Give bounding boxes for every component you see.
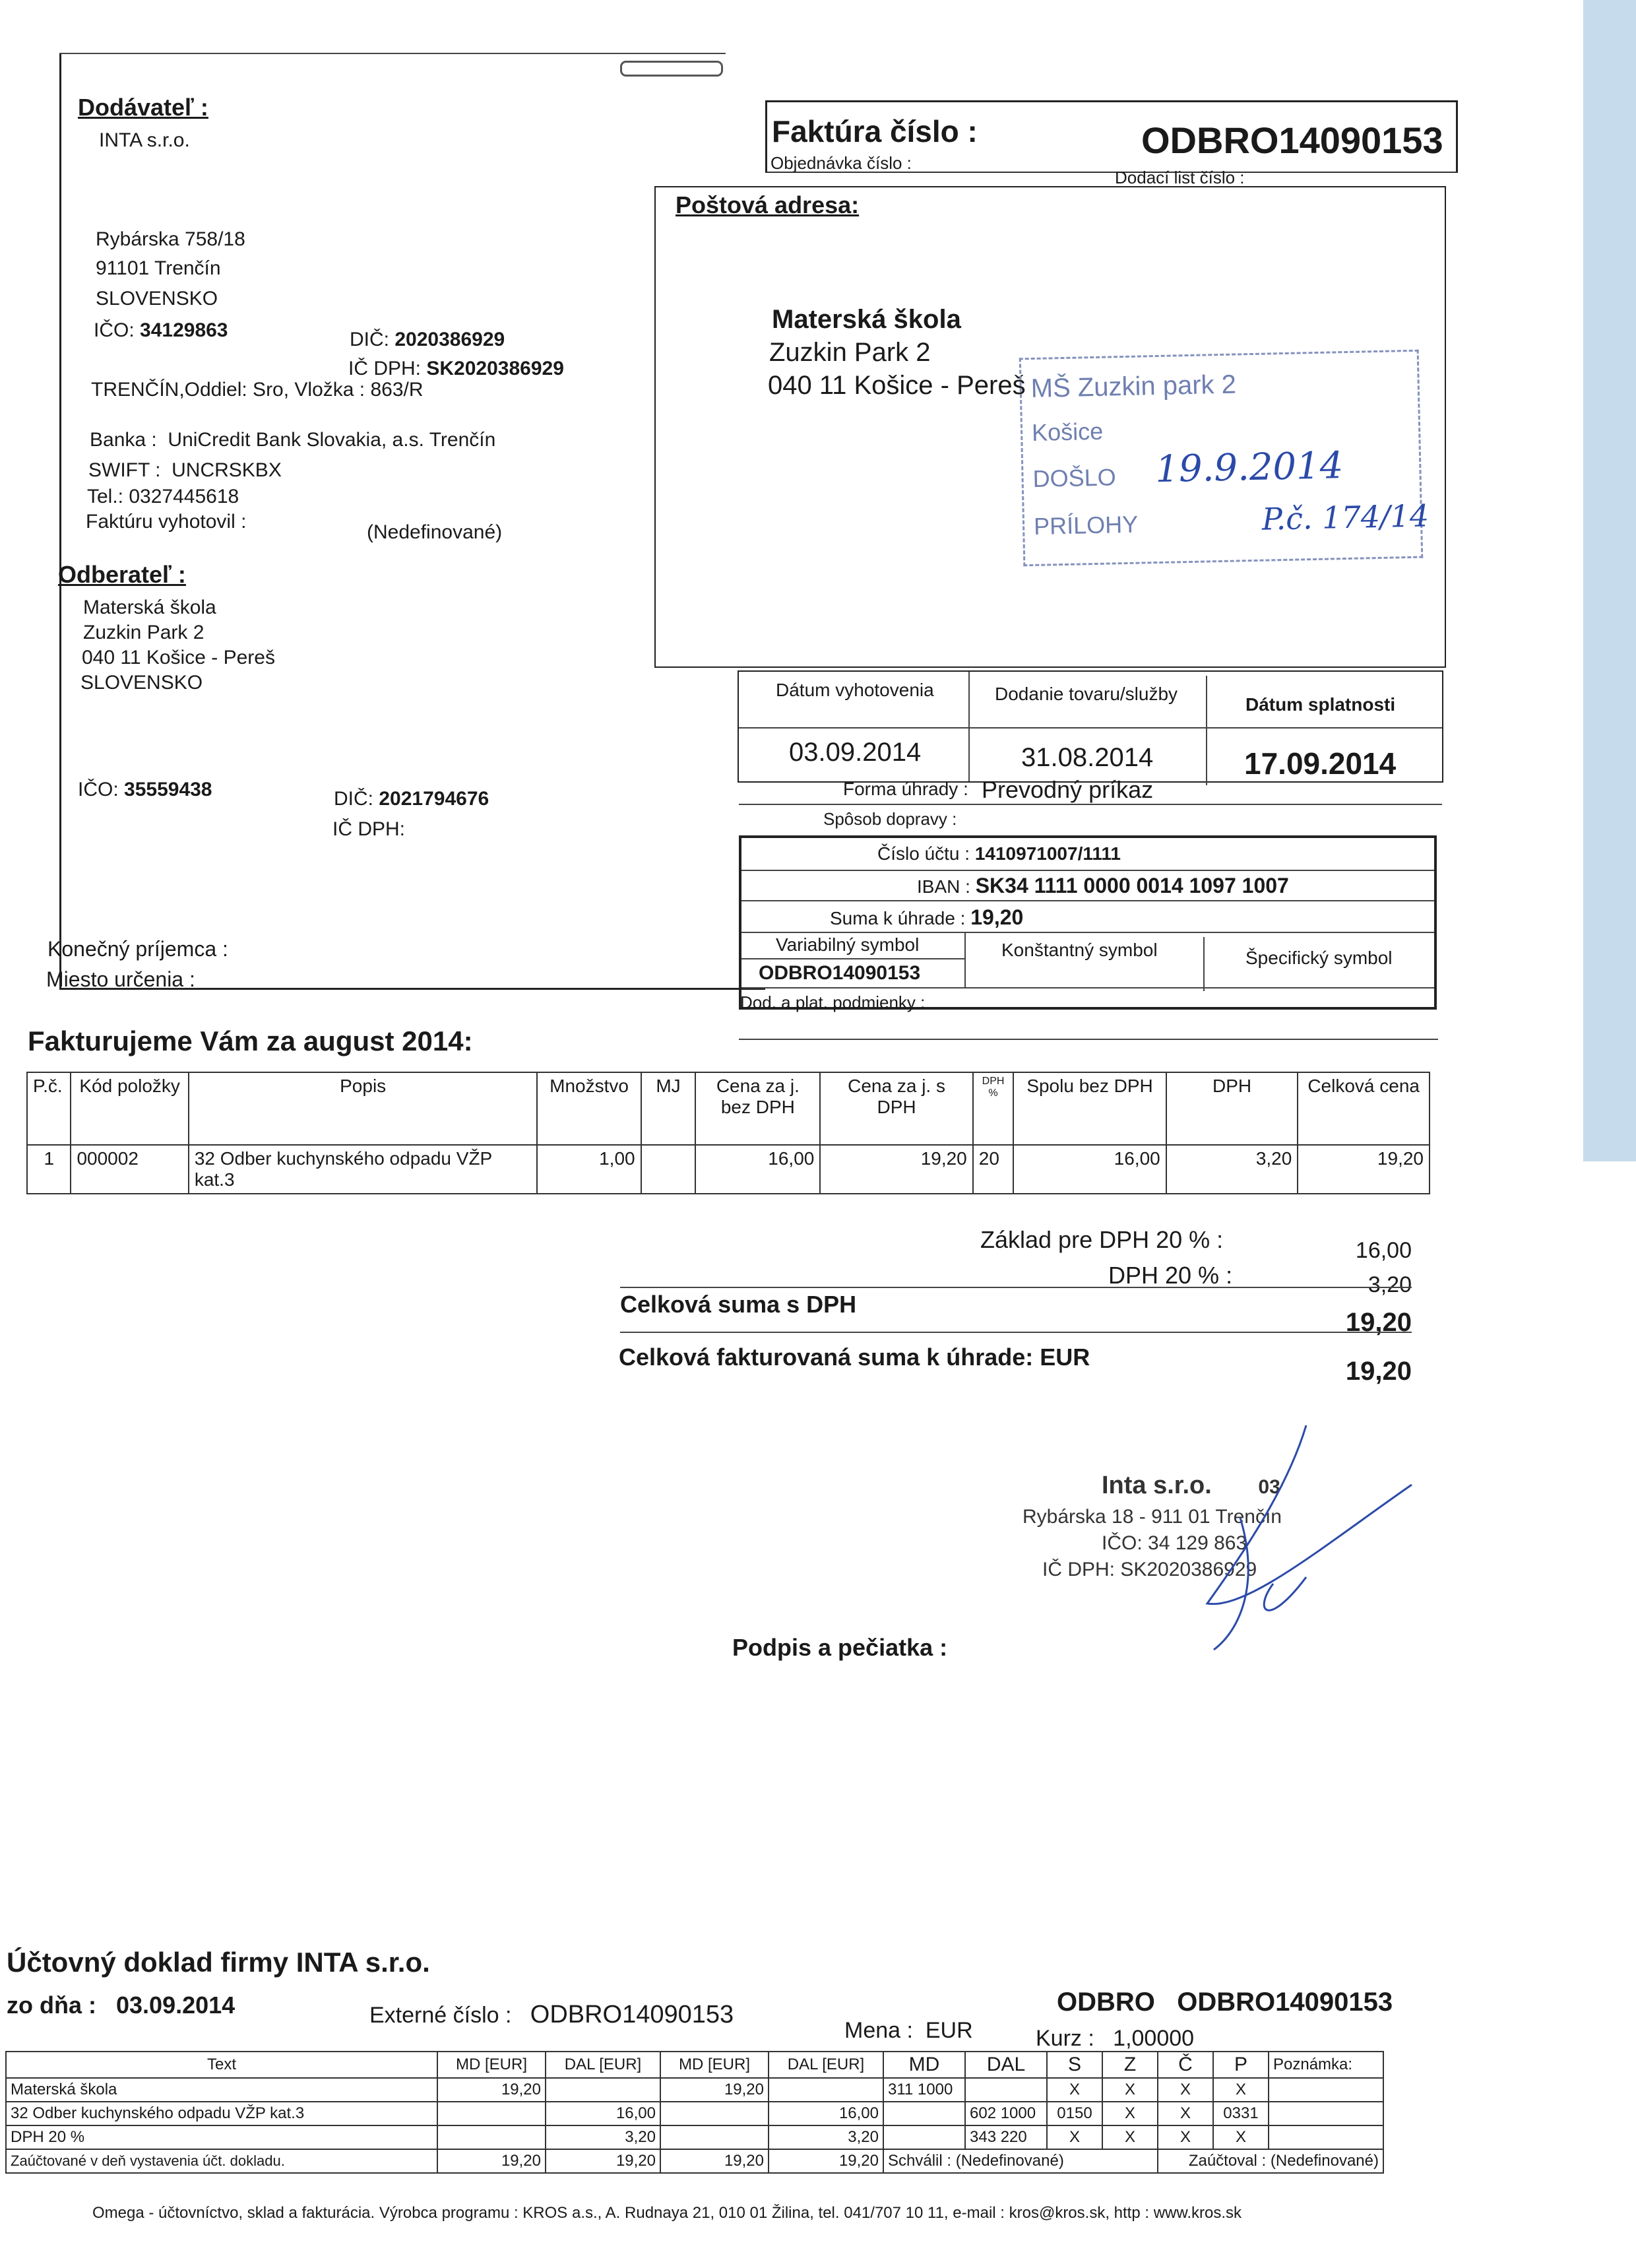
- customer-ico-value: 35559438: [124, 779, 212, 800]
- acct-footer-sum: 19,20: [660, 2149, 769, 2173]
- exchange-rate-value: 1,00000: [1113, 2026, 1195, 2051]
- supplier-tel-value: 0327445618: [129, 486, 239, 507]
- supplier-ico: [94, 319, 228, 342]
- col-header-index: P.č.: [27, 1072, 71, 1145]
- account-value: 1410971007/1111: [974, 843, 1121, 864]
- supplier-bank-value: UniCredit Bank Slovakia, a.s. Trenčín: [168, 429, 496, 451]
- dates-divider-h: [739, 727, 1442, 729]
- supplier-icdph: [348, 358, 564, 380]
- terms-line: [739, 1039, 1438, 1040]
- seal-line-1-suffix: 03: [1258, 1476, 1280, 1498]
- amount-due-value: 19,20: [970, 905, 1024, 929]
- accounting-number-value: ODBRO14090153: [1177, 1988, 1393, 2017]
- acct-cell: 0150: [1047, 2102, 1102, 2125]
- acct-cell: DPH 20 %: [6, 2125, 437, 2149]
- acct-header-dal2: DAL [EUR]: [769, 2052, 883, 2078]
- stamp-line-3-label: DOŠLO: [1032, 463, 1117, 492]
- issue-date: 03.09.2014: [789, 738, 922, 767]
- supplier-country: SLOVENSKO: [96, 288, 218, 309]
- invoice-title-label: Faktúra číslo :: [772, 114, 978, 148]
- customer-ico: [78, 779, 212, 801]
- destination-label: Miesto určenia :: [46, 967, 195, 991]
- currency: [844, 2018, 973, 2044]
- postal-street: Zuzkin Park 2: [769, 338, 931, 367]
- acct-cell: 3,20: [769, 2125, 883, 2149]
- billing-intro: Fakturujeme Vám za august 2014:: [28, 1025, 473, 1056]
- acct-header-s: S: [1047, 2052, 1102, 2078]
- acct-header-note: Poznámka:: [1269, 2052, 1383, 2078]
- cell-unit-price-net: 16,00: [695, 1145, 820, 1194]
- col-header-description: Popis: [189, 1072, 538, 1145]
- supplier-dic-label: DIČ:: [350, 329, 389, 350]
- supplier-street: Rybárska 758/18: [96, 228, 245, 250]
- acct-cell: [883, 2125, 965, 2149]
- acct-cell: [660, 2102, 769, 2125]
- items-table: [26, 1072, 1430, 1194]
- acct-cell: X: [1158, 2125, 1213, 2149]
- acct-cell: [660, 2125, 769, 2149]
- acct-header-dal-account: DAL: [965, 2052, 1047, 2078]
- acct-posted: [1158, 2149, 1383, 2173]
- dates-divider-2: [1206, 676, 1207, 785]
- grand-total-label: Celková suma s DPH: [620, 1291, 857, 1318]
- supplier-heading: Dodávateľ :: [78, 94, 208, 121]
- payment-form: Prevodný príkaz: [982, 776, 1154, 803]
- col-header-vat: DPH: [1166, 1072, 1298, 1145]
- signature-label: Podpis a pečiatka :: [732, 1634, 948, 1661]
- acct-footer-text: Zaúčtované v deň vystavenia účt. dokladu.: [6, 2149, 437, 2173]
- external-number-value: ODBRO14090153: [530, 2001, 734, 2028]
- payment-line-5: [741, 987, 1434, 988]
- acct-footer-sum: 19,20: [769, 2149, 883, 2173]
- seal-line-3: IČO: 34 129 863: [1102, 1532, 1247, 1554]
- customer-dic-label: DIČ:: [334, 788, 373, 810]
- acct-cell: [965, 2078, 1047, 2102]
- due-date: 17.09.2014: [1244, 746, 1397, 781]
- supplier-ico-value: 34129863: [140, 319, 228, 341]
- items-header-row: [27, 1072, 1430, 1145]
- acct-cell: X: [1213, 2078, 1269, 2102]
- payment-line-1: [741, 870, 1434, 871]
- acct-cell: X: [1047, 2078, 1102, 2102]
- postal-heading: Poštová adresa:: [676, 191, 860, 218]
- top-border: [59, 53, 726, 54]
- table-row: [6, 2078, 1383, 2102]
- customer-dic: [334, 788, 489, 810]
- symbols-divider-2: [1203, 937, 1205, 991]
- seal-line-2: Rybárska 18 - 911 01 Trenčín: [1022, 1506, 1282, 1528]
- cell-unit-price-gross: 19,20: [820, 1145, 972, 1194]
- approved-label: Schválil :: [888, 2152, 952, 2170]
- acct-cell: 3,20: [546, 2125, 660, 2149]
- vat-value: 3,20: [1368, 1272, 1412, 1297]
- delivery-date: 31.08.2014: [1021, 743, 1154, 772]
- supplier-bank-label: Banka :: [90, 429, 157, 451]
- postal-name: Materská škola: [772, 305, 961, 334]
- stamp-line-4-handwritten: P.č. 174/14: [1261, 498, 1430, 537]
- table-row: [6, 2125, 1383, 2149]
- symbols-divider-1: [964, 933, 966, 987]
- acct-cell: 19,20: [437, 2078, 546, 2102]
- cell-vat: 3,20: [1166, 1145, 1298, 1194]
- acct-cell: 0331: [1213, 2102, 1269, 2125]
- acct-cell: [437, 2125, 546, 2149]
- posted-value: (Nedefinované): [1270, 2152, 1379, 2170]
- payment-line-2: [741, 900, 1434, 901]
- seal-line-4: IČ DPH: SK2020386929: [1042, 1559, 1257, 1580]
- iban-label: IBAN :: [917, 876, 970, 897]
- customer-dic-value: 2021794676: [379, 788, 489, 810]
- external-number-label: Externé číslo :: [369, 2003, 512, 2028]
- vat-base-label: Základ pre DPH 20 % :: [980, 1226, 1224, 1253]
- acct-cell: [883, 2102, 965, 2125]
- acct-cell: 343 220: [965, 2125, 1047, 2149]
- customer-city: 040 11 Košice - Pereš: [82, 647, 275, 668]
- col-header-unit: MJ: [641, 1072, 696, 1145]
- acct-cell: X: [1102, 2102, 1158, 2125]
- col-header-unit-price-gross: Cena za j. s DPH: [820, 1072, 972, 1145]
- acct-header-text: Text: [6, 2052, 437, 2078]
- supplier-register: TRENČÍN,Oddiel: Sro, Vložka : 863/R: [91, 379, 424, 401]
- customer-country: SLOVENSKO: [80, 672, 203, 694]
- payment-line-4: [741, 958, 966, 959]
- table-row: [27, 1145, 1430, 1194]
- acct-cell: [1269, 2125, 1383, 2149]
- acct-footer-sum: 19,20: [546, 2149, 660, 2173]
- supplier-tel-label: Tel.:: [87, 486, 124, 507]
- transport-label: Spôsob dopravy :: [823, 809, 957, 829]
- acct-header-p: P: [1213, 2052, 1269, 2078]
- external-number: [369, 2001, 734, 2029]
- specific-symbol-label: Špecifický symbol: [1245, 948, 1393, 968]
- underlying-sheet-edge: [1583, 0, 1636, 1161]
- account-label: Číslo účtu :: [877, 843, 970, 864]
- supplier-bank: [90, 429, 495, 451]
- order-number-label: Objednávka číslo :: [771, 153, 912, 173]
- software-footer: Omega - účtovníctvo, sklad a fakturácia. Výrobca programu : KROS a.s., A. Rudnaya 21, 010 01 Žilina, tel. 041/707 10 11, e-mail : kros@kros.sk, http : www.kros.sk: [92, 2204, 1242, 2222]
- final-recipient-label: Konečný príjemca :: [47, 937, 228, 961]
- variable-symbol-label: Variabilný symbol: [776, 934, 920, 955]
- amount-due-label: Suma k úhrade :: [830, 908, 966, 928]
- acct-cell: 16,00: [769, 2102, 883, 2125]
- acct-cell: X: [1158, 2102, 1213, 2125]
- supplier-swift-label: SWIFT :: [88, 459, 161, 481]
- acct-cell: [1269, 2078, 1383, 2102]
- accounting-title: Účtovný doklad firmy INTA s.r.o.: [7, 1947, 430, 1978]
- customer-name: Materská škola: [83, 597, 216, 618]
- acct-header-z: Z: [1102, 2052, 1158, 2078]
- amount-due: [830, 905, 1023, 930]
- supplier-tel: [87, 486, 239, 508]
- accounting-header-row: [6, 2052, 1383, 2078]
- col-header-quantity: Množstvo: [537, 1072, 641, 1145]
- accounting-date-label: zo dňa :: [7, 1992, 96, 2019]
- supplier-ico-label: IČO:: [94, 319, 135, 341]
- col-header-vat-rate: DPH %: [973, 1072, 1014, 1145]
- acct-cell: [769, 2078, 883, 2102]
- col-header-total-net: Spolu bez DPH: [1013, 1072, 1166, 1145]
- acct-cell: X: [1213, 2125, 1269, 2149]
- customer-ico-label: IČO:: [78, 779, 119, 800]
- cell-index: 1: [27, 1145, 71, 1194]
- acct-header-dal1: DAL [EUR]: [546, 2052, 660, 2078]
- supplier-issued-by-label: Faktúru vyhotovil :: [86, 511, 247, 533]
- vat-base-value: 16,00: [1355, 1238, 1412, 1263]
- supplier-swift-value: UNCRSKBX: [172, 459, 282, 481]
- amount-due-total-label: Celková fakturovaná suma k úhrade: EUR: [619, 1344, 1090, 1371]
- acct-cell: 32 Odber kuchynského odpadu VŽP kat.3: [6, 2102, 437, 2125]
- acct-header-md1: MD [EUR]: [437, 2052, 546, 2078]
- col-header-total: Celková cena: [1298, 1072, 1430, 1145]
- stamp-line-2: Košice: [1031, 417, 1104, 446]
- table-row: [6, 2102, 1383, 2125]
- vat-label: DPH 20 % :: [1108, 1262, 1233, 1289]
- cell-quantity: 1,00: [537, 1145, 641, 1194]
- due-date-label: Dátum splatnosti: [1245, 694, 1396, 715]
- currency-value: EUR: [925, 2018, 973, 2043]
- supplier-icdph-label: IČ DPH:: [348, 358, 422, 379]
- supplier-name: INTA s.r.o.: [99, 129, 190, 151]
- accounting-footer-row: [6, 2149, 1383, 2173]
- terms-label: Dod. a plat. podmienky :: [740, 992, 926, 1012]
- acct-cell: [1269, 2102, 1383, 2125]
- supplier-swift: [88, 459, 282, 482]
- payment-form-line: [739, 804, 1442, 805]
- customer-heading: Odberateľ :: [58, 561, 186, 588]
- col-header-code: Kód položky: [71, 1072, 188, 1145]
- acct-header-md2: MD [EUR]: [660, 2052, 769, 2078]
- accounting-date: [7, 1992, 235, 2019]
- grand-total-value: 19,20: [1345, 1308, 1412, 1337]
- acct-cell: Materská škola: [6, 2078, 437, 2102]
- approved-value: (Nedefinované): [955, 2152, 1064, 2170]
- acct-cell: X: [1047, 2125, 1102, 2149]
- supplier-dic: [350, 329, 505, 351]
- customer-icdph-label: IČ DPH:: [332, 818, 406, 840]
- amount-due-total-value: 19,20: [1345, 1357, 1412, 1386]
- cell-code: 000002: [71, 1145, 188, 1194]
- currency-label: Mena :: [844, 2018, 913, 2043]
- acct-cell: X: [1102, 2078, 1158, 2102]
- iban: [917, 874, 1289, 898]
- acct-cell: 602 1000: [965, 2102, 1047, 2125]
- supplier-city: 91101 Trenčín: [96, 257, 221, 279]
- cell-unit: [641, 1145, 696, 1194]
- seal-line-1-name: Inta s.r.o.: [1102, 1472, 1212, 1499]
- acct-cell: X: [1102, 2125, 1158, 2149]
- issue-date-label: Dátum vyhotovenia: [776, 680, 934, 700]
- posted-label: Zaúčtoval :: [1188, 2152, 1267, 2170]
- supplier-dic-value: 2020386929: [394, 329, 505, 350]
- dates-divider-1: [968, 672, 970, 781]
- accounting-number: [1057, 1988, 1393, 2017]
- acct-approved: [883, 2149, 1158, 2173]
- accounting-series: ODBRO: [1057, 1988, 1155, 2017]
- payment-line-3: [741, 932, 1434, 933]
- acct-cell: 19,20: [660, 2078, 769, 2102]
- account-number: [877, 843, 1121, 864]
- acct-cell: [546, 2078, 660, 2102]
- received-stamp: [1019, 350, 1430, 567]
- supplier-icdph-value: SK2020386929: [426, 358, 564, 379]
- payment-form-label: Forma úhrady :: [843, 779, 968, 799]
- stamp-line-3-handwritten: 19.9.2014: [1154, 444, 1344, 492]
- acct-cell: 311 1000: [883, 2078, 965, 2102]
- cell-total: 19,20: [1298, 1145, 1430, 1194]
- acct-cell: [437, 2102, 546, 2125]
- col-header-unit-price-net: Cena za j. bez DPH: [695, 1072, 820, 1145]
- cell-description: 32 Odber kuchynského odpadu VŽP kat.3: [189, 1145, 538, 1194]
- acct-header-md-account: MD: [883, 2052, 965, 2078]
- signature-scribble: [1108, 1412, 1425, 1663]
- totals-line-1: [620, 1287, 1412, 1288]
- exchange-rate: [1036, 2026, 1194, 2052]
- totals-line-2: [620, 1332, 1412, 1333]
- exchange-rate-label: Kurz :: [1036, 2026, 1094, 2051]
- variable-symbol: ODBRO14090153: [759, 962, 921, 984]
- cell-total-net: 16,00: [1013, 1145, 1166, 1194]
- acct-header-c: Č: [1158, 2052, 1213, 2078]
- delivery-date-label: Dodanie tovaru/služby: [995, 684, 1178, 704]
- delivery-note-label: Dodací list číslo :: [1115, 168, 1245, 187]
- stamp-line-1: MŠ Zuzkin park 2: [1030, 370, 1237, 404]
- accounting-table: [5, 2051, 1384, 2174]
- stamp-line-4-label: PRÍLOHY: [1033, 510, 1139, 540]
- postal-city: 040 11 Košice - Pereš: [768, 371, 1026, 400]
- constant-symbol-label: Konštantný symbol: [1001, 940, 1158, 960]
- iban-value: SK34 1111 0000 0014 1097 1007: [975, 874, 1289, 897]
- supplier-issued-by: (Nedefinované): [367, 521, 503, 543]
- customer-street: Zuzkin Park 2: [83, 622, 204, 643]
- acct-footer-sum: 19,20: [437, 2149, 546, 2173]
- cell-vat-rate: 20: [973, 1145, 1014, 1194]
- acct-cell: X: [1158, 2078, 1213, 2102]
- invoice-number: ODBRO14090153: [1141, 119, 1443, 161]
- accounting-date-value: 03.09.2014: [116, 1992, 236, 2019]
- acct-cell: 16,00: [546, 2102, 660, 2125]
